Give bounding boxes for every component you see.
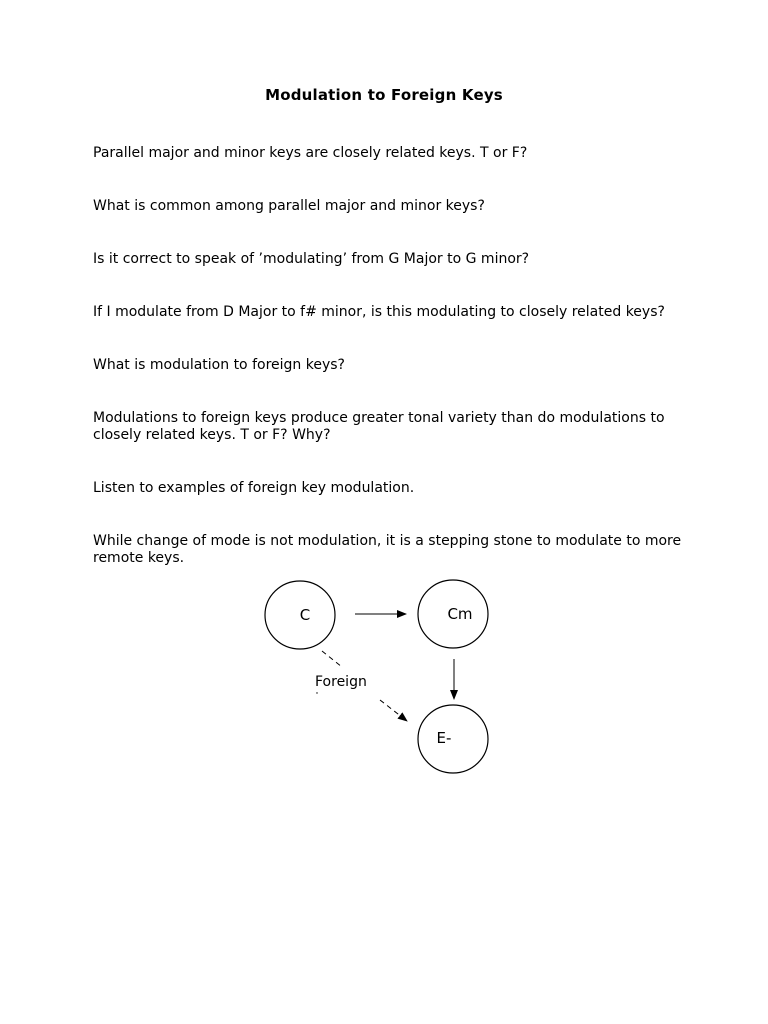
node-e-flat-label: E- xyxy=(436,729,452,747)
dashed-line-c-foreign xyxy=(322,651,342,667)
edge-label-foreign: Foreign xyxy=(315,674,367,690)
node-c xyxy=(265,581,335,649)
question-foreign-keys: What is modulation to foreign keys? xyxy=(93,357,345,373)
question-d-major-fsharp: If I modulate from D Major to f# minor, is this modulating to closely related keys? xyxy=(93,304,665,320)
question-parallel-keys: Parallel major and minor keys are closely related keys. T or F? xyxy=(93,145,528,161)
node-cm xyxy=(418,580,488,648)
node-cm-label: Cm xyxy=(447,605,473,623)
node-e-flat-circle xyxy=(418,705,488,773)
instruction-listen: Listen to examples of foreign key modulation. xyxy=(93,480,415,496)
node-e-flat xyxy=(418,705,488,773)
dashed-arrow-foreign-to-e-flat xyxy=(380,700,407,721)
question-modulating-g: Is it correct to speak of ’modulating’ from G Major to G minor? xyxy=(93,251,530,267)
question-common-parallel: What is common among parallel major and minor keys? xyxy=(93,198,485,214)
question-tonal-variety: Modulations to foreign keys produce greater tonal variety than do modulations to closely related keys. T or F? Why? xyxy=(93,410,665,443)
stray-dot xyxy=(316,692,317,693)
page-title: Modulation to Foreign Keys xyxy=(265,86,503,104)
node-c-label: C xyxy=(299,606,311,624)
note-change-of-mode: While change of mode is not modulation, it is a stepping stone to modulate to more remote keys. xyxy=(93,533,682,566)
